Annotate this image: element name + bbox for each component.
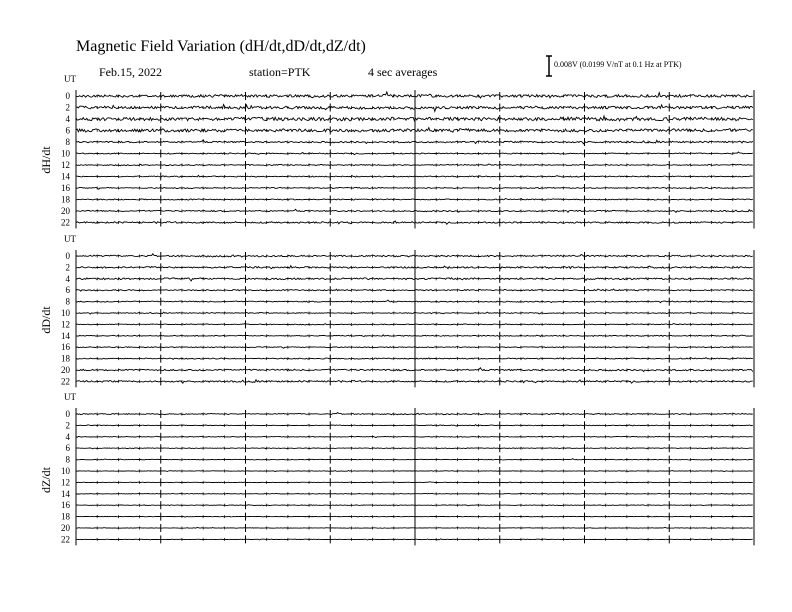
date-label: Feb.15, 2022 — [99, 65, 162, 79]
row-label: 22 — [61, 376, 70, 387]
trace-line — [76, 254, 753, 257]
trace-line — [76, 436, 753, 437]
trace-line — [76, 92, 753, 98]
row-label: 22 — [61, 534, 70, 545]
row-label: 2 — [65, 102, 70, 113]
trace-line — [76, 105, 753, 112]
panel-dZ-dt — [39, 392, 754, 545]
trace-line — [76, 221, 753, 224]
row-label: 20 — [61, 206, 70, 216]
trace-line — [76, 209, 753, 212]
trace-line — [76, 505, 753, 506]
row-label: 10 — [61, 308, 70, 318]
station-label: station=PTK — [249, 65, 311, 79]
trace-line — [76, 425, 753, 426]
chart-title: Magnetic Field Variation (dH/dt,dD/dt,dZ/dt) — [76, 38, 366, 55]
row-label: 0 — [65, 91, 70, 101]
trace-line — [76, 493, 753, 494]
trace-line — [76, 175, 753, 177]
row-label: 18 — [61, 194, 70, 205]
trace-line — [76, 459, 753, 461]
trace-line — [76, 187, 753, 189]
row-label: 22 — [61, 217, 70, 228]
trace-line — [76, 266, 753, 269]
trace-line — [76, 323, 753, 325]
row-label: 20 — [61, 365, 70, 375]
scale-bar-label: 0.008V (0.0199 V/nT at 0.1 Hz at PTK) — [554, 60, 682, 69]
row-label: 20 — [61, 523, 70, 533]
trace-line — [76, 278, 753, 281]
trace-line — [76, 539, 753, 540]
ut-label: UT — [64, 234, 76, 244]
row-label: 2 — [65, 420, 70, 431]
trace-line — [76, 164, 753, 166]
trace-line — [76, 140, 753, 144]
row-label: 6 — [65, 125, 70, 136]
trace-line — [76, 335, 753, 337]
trace-line — [76, 289, 753, 291]
ut-label: UT — [64, 392, 76, 402]
panel-dD-dt — [39, 234, 754, 387]
row-label: 4 — [65, 431, 70, 442]
row-label: 10 — [61, 148, 70, 159]
row-label: 12 — [61, 477, 70, 488]
row-label: 8 — [65, 454, 70, 465]
row-label: 16 — [61, 183, 70, 193]
row-label: 6 — [65, 285, 70, 296]
trace-line — [76, 347, 753, 349]
row-label: 12 — [61, 319, 70, 330]
trace-line — [76, 413, 753, 415]
scale-bar — [546, 56, 552, 76]
trace-line — [76, 482, 753, 483]
trace-line — [76, 300, 753, 303]
trace-line — [76, 516, 753, 517]
trace-line — [76, 448, 753, 449]
row-label: 8 — [65, 296, 70, 307]
row-label: 4 — [65, 114, 70, 124]
trace-line — [76, 152, 753, 155]
trace-line — [76, 368, 753, 372]
row-label: 16 — [61, 500, 70, 511]
trace-line — [76, 380, 753, 384]
row-label: 14 — [61, 330, 70, 341]
row-label: 8 — [65, 137, 70, 147]
panel-ylabel: dH/dt — [39, 146, 53, 174]
row-label: 14 — [61, 488, 70, 499]
row-label: 16 — [61, 342, 70, 353]
trace-line — [76, 198, 753, 200]
row-label: 10 — [61, 466, 70, 476]
row-label: 6 — [65, 443, 70, 454]
panel-ylabel: dD/dt — [39, 306, 53, 334]
trace-line — [76, 312, 753, 314]
trace-line — [76, 470, 753, 471]
trace-line — [76, 527, 753, 528]
row-label: 0 — [65, 409, 70, 419]
row-label: 4 — [65, 273, 70, 284]
trace-line — [76, 358, 753, 360]
averaging-label: 4 sec averages — [368, 65, 438, 79]
ut-label: UT — [64, 74, 76, 84]
panel-dH-dt — [39, 74, 754, 229]
panel-ylabel: dZ/dt — [39, 467, 53, 493]
row-label: 12 — [61, 160, 70, 170]
trace-line — [76, 116, 753, 121]
row-label: 18 — [61, 353, 70, 364]
row-label: 0 — [65, 251, 70, 261]
row-label: 2 — [65, 262, 70, 273]
row-label: 18 — [61, 511, 70, 522]
row-label: 14 — [61, 171, 70, 182]
trace-line — [76, 128, 753, 133]
